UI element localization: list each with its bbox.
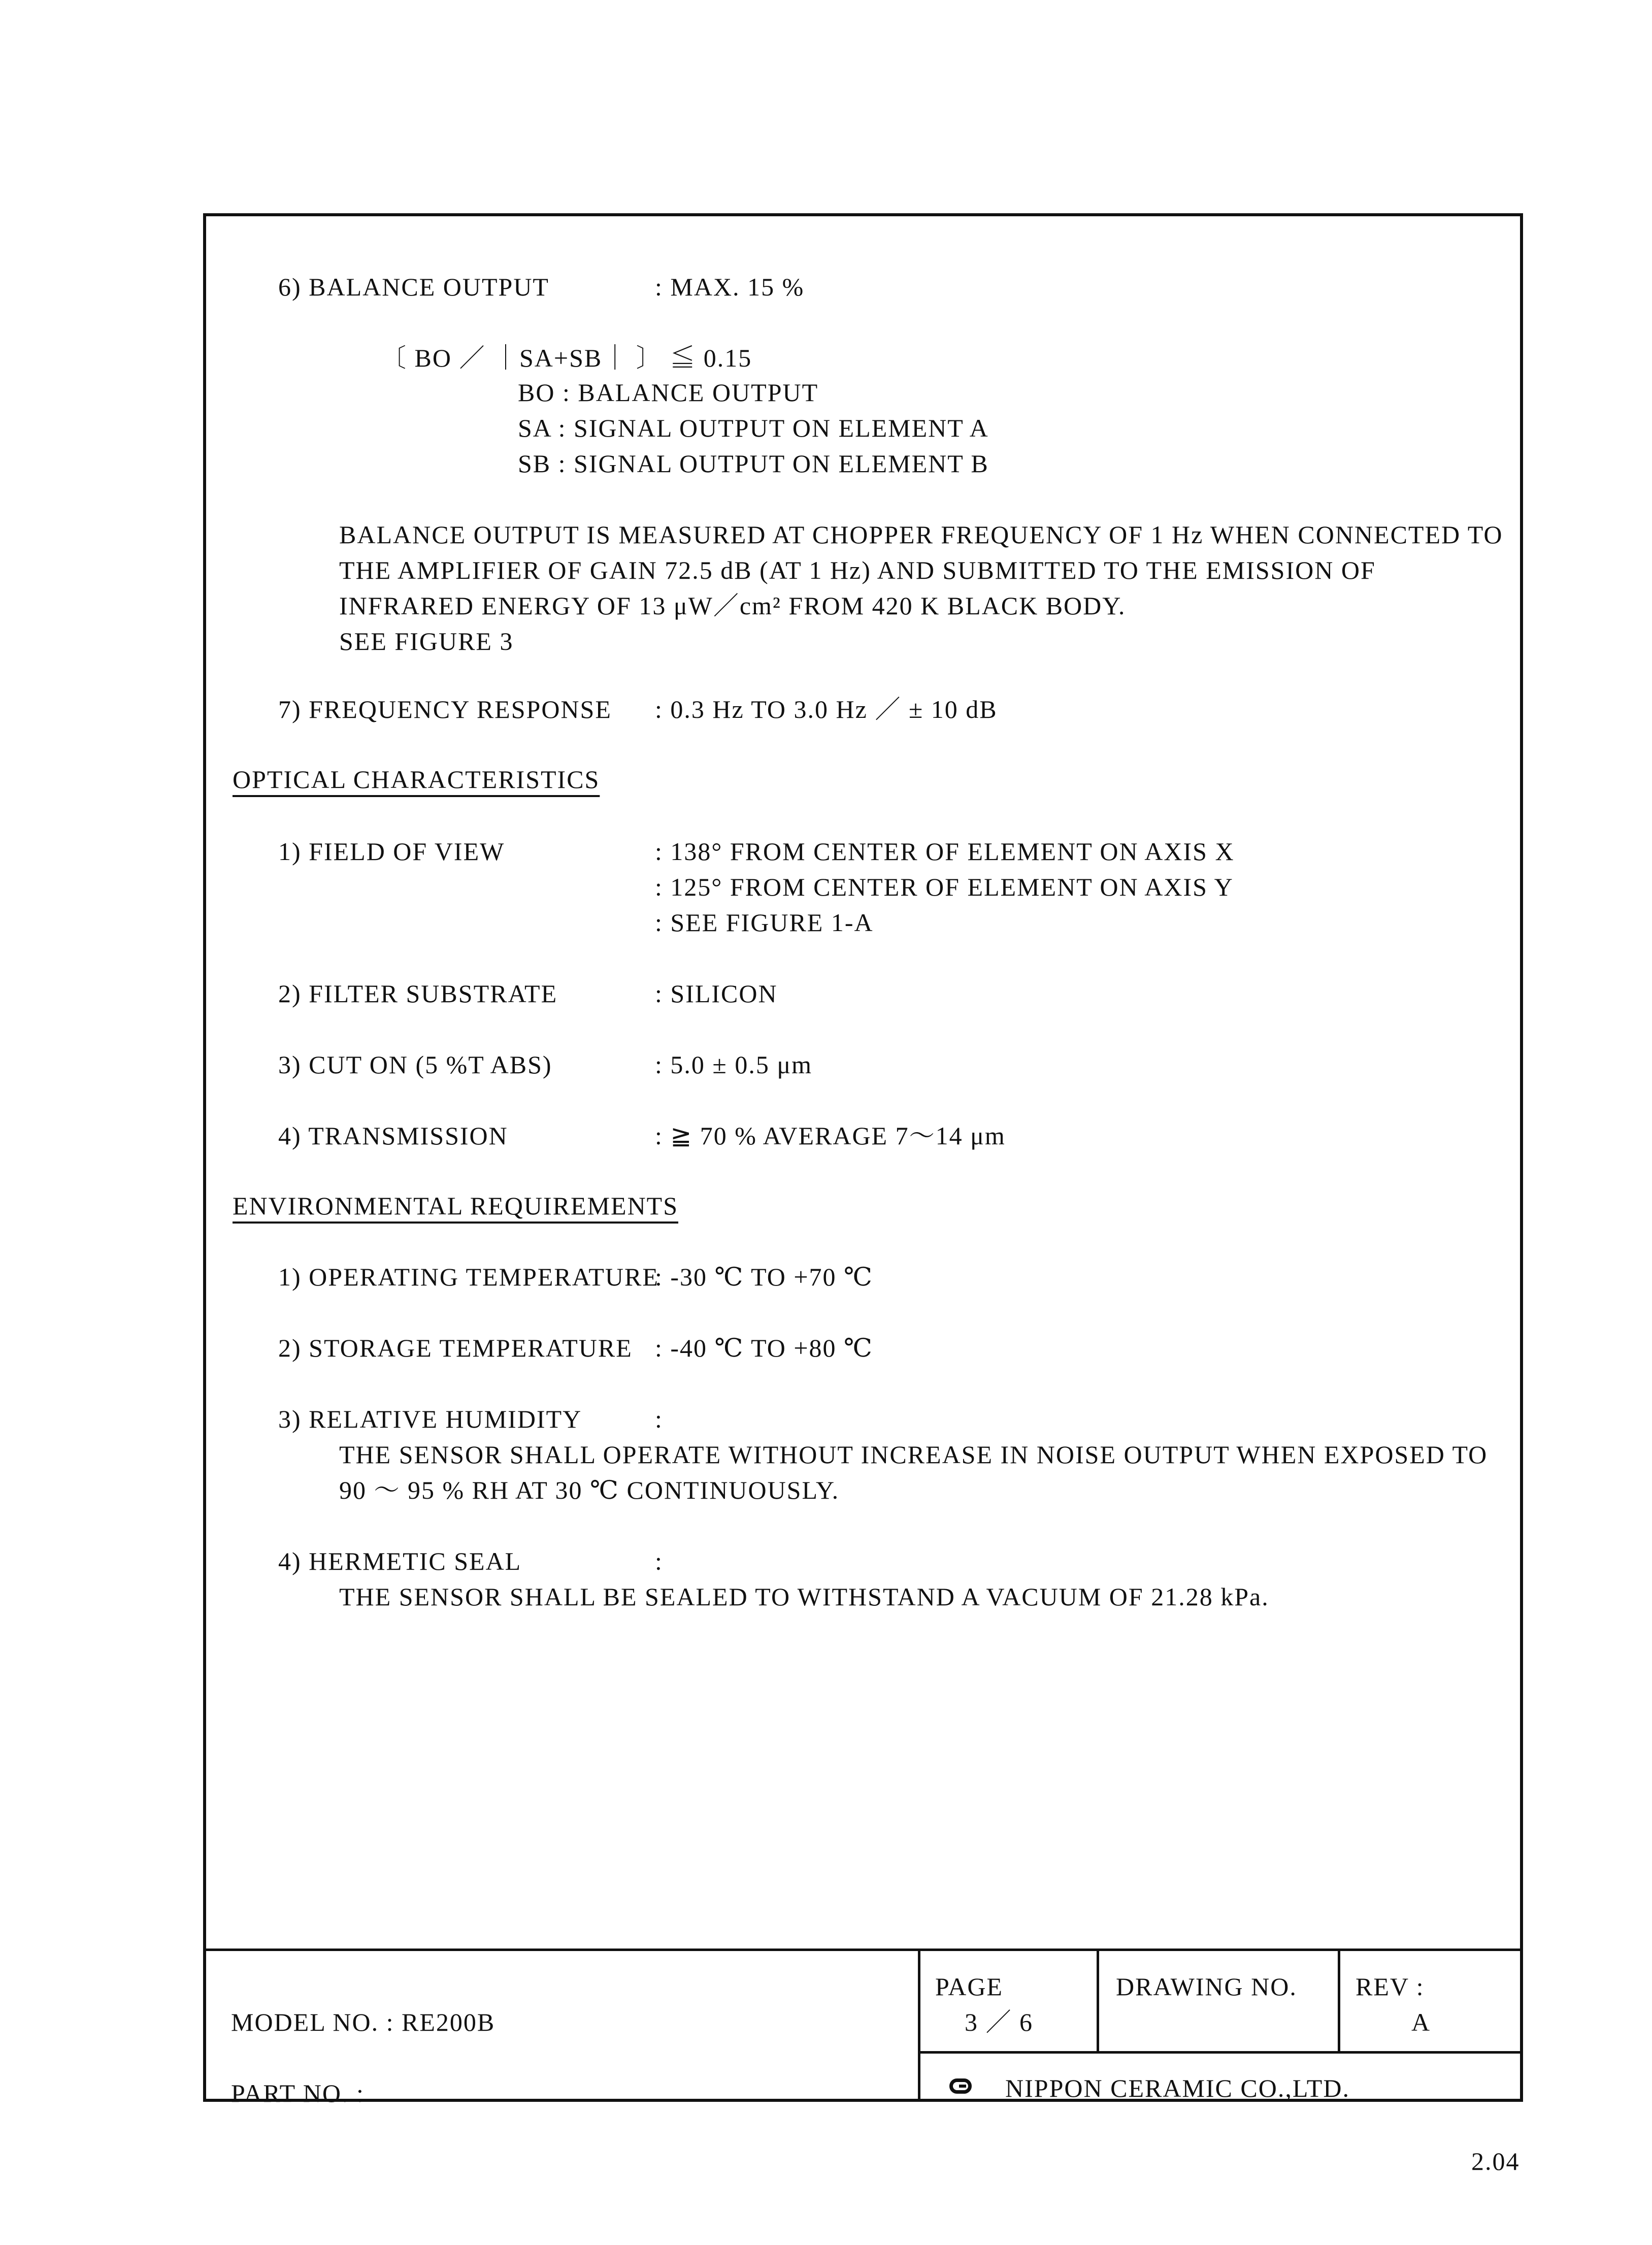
hermetic-seal-desc: THE SENSOR SHALL BE SEALED TO WITHSTAND A VACUUM OF 21.28 kPa. [339,1582,1269,1611]
relative-humidity-colon: : [655,1405,663,1433]
title-block-mid-line [918,2051,1523,2054]
operating-temperature-value: : -30 ℃ TO +70 ℃ [655,1263,873,1291]
balance-desc-line: SEE FIGURE 3 [339,627,514,655]
part-number: PART NO. : [231,2079,365,2107]
cut-on-item: 3) CUT ON (5 %T ABS) [278,1050,552,1079]
transmission-value: : ≧ 70 % AVERAGE 7～14 μm [655,1121,1006,1150]
balance-desc-line: BALANCE OUTPUT IS MEASURED AT CHOPPER FREQUENCY OF 1 Hz WHEN CONNECTED TO [339,520,1503,549]
hermetic-seal-colon: : [655,1547,663,1575]
company-logo-icon [949,2078,972,2094]
field-of-view-value: : 125° FROM CENTER OF ELEMENT ON AXIS Y [655,873,1234,901]
document-frame [203,213,1523,2102]
balance-desc-line: THE AMPLIFIER OF GAIN 72.5 dB (AT 1 Hz) AND SUBMITTED TO THE EMISSION OF [339,556,1376,584]
title-block-divider [918,1949,920,2102]
footer-code: 2.04 [1471,2147,1520,2175]
page-number: 3 ／ 6 [965,2008,1033,2036]
revision-value: A [1411,2008,1431,2036]
drawing-number-label: DRAWING NO. [1116,1972,1297,2001]
title-block-divider [1338,1949,1340,2053]
filter-substrate-item: 2) FILTER SUBSTRATE [278,979,558,1008]
relative-humidity-desc: THE SENSOR SHALL OPERATE WITHOUT INCREASE IN NOISE OUTPUT WHEN EXPOSED TO [339,1440,1488,1469]
transmission-item: 4) TRANSMISSION [278,1121,508,1150]
operating-temperature-item: 1) OPERATING TEMPERATURE [278,1263,659,1291]
balance-output-item: 6) BALANCE OUTPUT [278,273,549,301]
definition-sa: SA : SIGNAL OUTPUT ON ELEMENT A [518,414,989,442]
title-block-top-line [203,1949,1523,1951]
title-block-divider [1097,1949,1099,2053]
cut-on-value: : 5.0 ± 0.5 μm [655,1050,813,1079]
optical-heading: OPTICAL CHARACTERISTICS [233,765,600,794]
definition-bo: BO : BALANCE OUTPUT [518,378,819,407]
relative-humidity-desc: 90 ～ 95 % RH AT 30 ℃ CONTINUOUSLY. [339,1476,840,1504]
relative-humidity-item: 3) RELATIVE HUMIDITY [278,1405,582,1433]
hermetic-seal-item: 4) HERMETIC SEAL [278,1547,522,1575]
revision-label: REV : [1356,1972,1425,2001]
balance-formula: 〔 BO ／ ｜SA+SB｜ 〕 ≦ 0.15 [381,344,752,372]
field-of-view-value: : SEE FIGURE 1-A [655,908,874,937]
frequency-response-value: : 0.3 Hz TO 3.0 Hz ／ ± 10 dB [655,695,998,723]
page-label: PAGE [935,1972,1003,2001]
storage-temperature-item: 2) STORAGE TEMPERATURE [278,1334,633,1362]
filter-substrate-value: : SILICON [655,979,778,1008]
definition-sb: SB : SIGNAL OUTPUT ON ELEMENT B [518,449,989,478]
field-of-view-value: : 138° FROM CENTER OF ELEMENT ON AXIS X [655,837,1235,866]
balance-output-value: : MAX. 15 % [655,273,805,301]
model-number: MODEL NO. : RE200B [231,2008,495,2036]
frequency-response-item: 7) FREQUENCY RESPONSE [278,695,612,723]
company-name: NIPPON CERAMIC CO.,LTD. [1005,2074,1350,2102]
field-of-view-item: 1) FIELD OF VIEW [278,837,505,866]
storage-temperature-value: : -40 ℃ TO +80 ℃ [655,1334,873,1362]
environmental-heading: ENVIRONMENTAL REQUIREMENTS [233,1192,679,1220]
balance-desc-line: INFRARED ENERGY OF 13 μW／cm² FROM 420 K BLACK BODY. [339,591,1126,620]
